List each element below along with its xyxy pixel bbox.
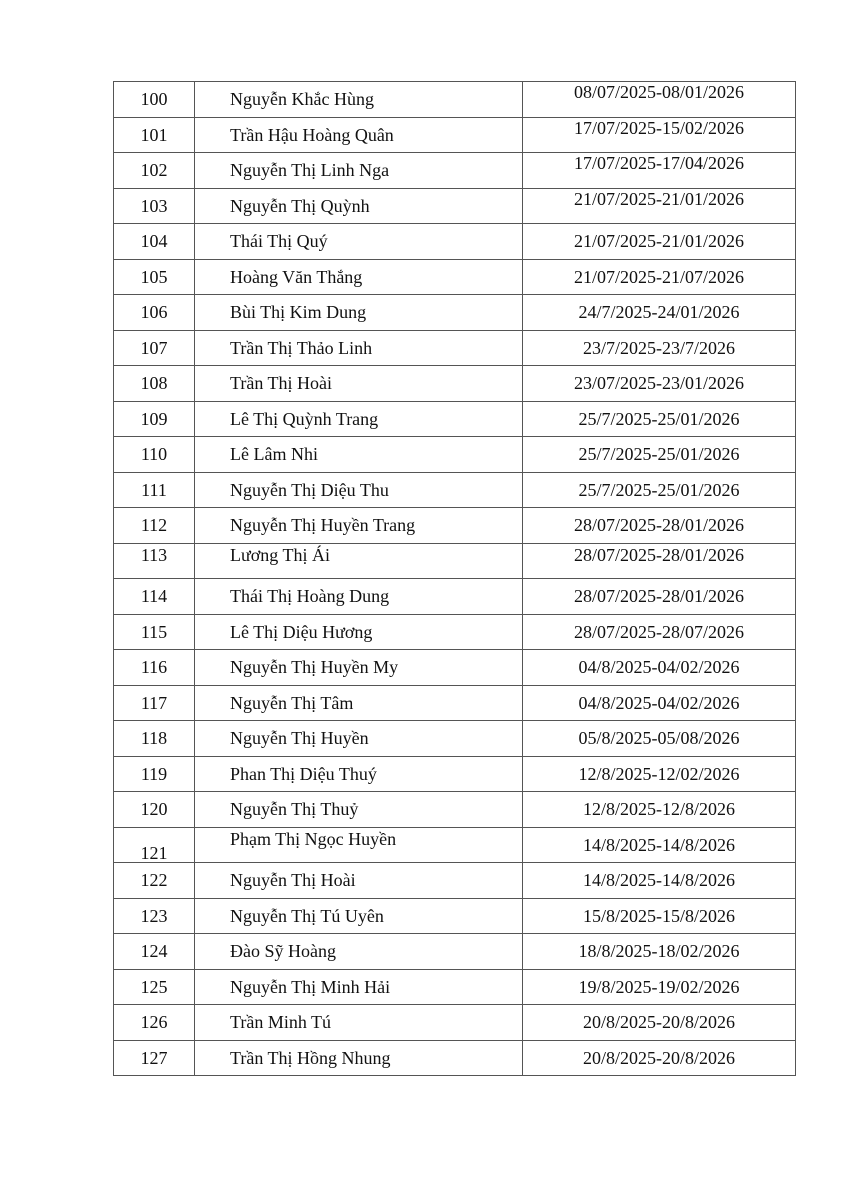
table-row [114,82,796,118]
row-period: 14/8/2025-14/8/2026 [583,834,735,855]
row-name-cell [195,863,523,899]
row-number: 120 [140,799,168,820]
row-number-cell [114,969,195,1005]
row-name-cell [195,437,523,473]
row-name-cell [195,1040,523,1076]
row-period-cell [523,650,796,686]
row-period: 25/7/2025-25/01/2026 [578,479,740,500]
row-name: Thái Thị Quý [230,231,328,252]
row-name-cell [195,188,523,224]
row-number-cell [114,756,195,792]
row-name-cell [195,117,523,153]
row-name-cell [195,934,523,970]
row-number-cell [114,153,195,189]
row-number-cell [114,685,195,721]
table-row [114,934,796,970]
row-number-cell [114,117,195,153]
row-period-cell [523,827,796,863]
row-number-cell [114,898,195,934]
table-row [114,650,796,686]
row-number-cell [114,792,195,828]
row-number: 123 [140,905,168,926]
row-number: 111 [141,479,167,500]
row-number-cell [114,579,195,615]
row-name: Trần Minh Tú [230,1012,332,1033]
table-row [114,437,796,473]
row-number: 117 [140,692,168,713]
row-name: Nguyễn Thị Hoài [230,870,356,891]
row-name: Nguyễn Thị Huyền My [230,657,399,678]
row-name-cell [195,827,523,863]
row-number: 107 [140,337,168,358]
row-period-cell [523,543,796,579]
row-period-cell [523,685,796,721]
row-name: Nguyễn Thị Minh Hải [230,976,391,997]
row-name: Đào Sỹ Hoàng [230,941,336,962]
row-name: Bùi Thị Kim Dung [230,302,367,323]
row-period: 23/7/2025-23/7/2026 [583,337,735,358]
row-period-cell [523,969,796,1005]
row-period: 15/8/2025-15/8/2026 [583,905,735,926]
table-row [114,792,796,828]
row-period-cell [523,153,796,189]
row-period: 28/07/2025-28/01/2026 [574,586,744,607]
roster-body [114,82,796,1076]
row-name-cell [195,898,523,934]
row-name: Nguyễn Thị Linh Nga [230,160,390,181]
row-number: 109 [140,408,168,429]
row-number-cell [114,827,195,863]
row-name: Nguyễn Khắc Hùng [230,89,374,110]
row-number-cell [114,1005,195,1041]
row-period-cell [523,330,796,366]
row-period-cell [523,898,796,934]
row-period: 12/8/2025-12/8/2026 [583,799,735,820]
row-period: 18/8/2025-18/02/2026 [578,941,740,962]
row-name-cell [195,508,523,544]
row-period-cell [523,1005,796,1041]
row-period: 21/07/2025-21/07/2026 [574,266,744,287]
row-number: 119 [140,763,168,784]
row-period-cell [523,756,796,792]
row-name-cell [195,650,523,686]
row-name: Nguyễn Thị Huyền Trang [230,515,416,536]
row-number-cell [114,330,195,366]
row-number: 105 [140,266,168,287]
row-period-cell [523,721,796,757]
row-number: 110 [140,444,168,465]
row-period-cell [523,188,796,224]
row-name: Nguyễn Thị Tâm [230,692,354,713]
table-row [114,1005,796,1041]
row-name-cell [195,224,523,260]
row-name: Lương Thị Ái [230,544,330,565]
row-name-cell [195,756,523,792]
row-name-cell [195,685,523,721]
row-period-cell [523,934,796,970]
row-period: 25/7/2025-25/01/2026 [578,408,740,429]
row-number: 102 [140,160,168,181]
row-period: 08/07/2025-08/01/2026 [574,82,744,103]
table-row [114,259,796,295]
row-name-cell [195,1005,523,1041]
row-number: 104 [140,231,168,252]
row-number: 126 [140,1012,168,1033]
row-number: 112 [140,515,168,536]
row-name: Trần Thị Hoài [230,373,333,394]
row-number-cell [114,472,195,508]
row-period: 23/07/2025-23/01/2026 [574,373,744,394]
roster-table [113,81,796,1076]
row-number-cell [114,188,195,224]
row-number: 116 [140,657,168,678]
row-name: Lê Lâm Nhi [230,444,318,465]
row-period: 04/8/2025-04/02/2026 [578,692,740,713]
row-name-cell [195,259,523,295]
table-row [114,1040,796,1076]
row-period-cell [523,508,796,544]
table-row [114,579,796,615]
row-number: 122 [140,870,168,891]
table-row [114,721,796,757]
row-period: 05/8/2025-05/08/2026 [578,728,740,749]
row-number-cell [114,366,195,402]
row-name: Nguyễn Thị Thuỷ [230,799,359,820]
row-period-cell [523,82,796,118]
row-name-cell [195,792,523,828]
row-number: 118 [140,728,168,749]
row-name-cell [195,579,523,615]
row-number-cell [114,508,195,544]
row-period-cell [523,295,796,331]
row-period: 17/07/2025-17/04/2026 [574,153,744,174]
row-name-cell [195,330,523,366]
row-period: 21/07/2025-21/01/2026 [574,188,744,209]
row-period-cell [523,366,796,402]
row-number: 121 [140,842,168,863]
table-row [114,756,796,792]
row-number: 101 [140,124,168,145]
row-period-cell [523,579,796,615]
row-name-cell [195,721,523,757]
row-period: 20/8/2025-20/8/2026 [583,1047,735,1068]
row-number-cell [114,650,195,686]
row-period-cell [523,472,796,508]
row-name-cell [195,401,523,437]
table-row [114,401,796,437]
row-name-cell [195,153,523,189]
row-period: 17/07/2025-15/02/2026 [574,117,744,138]
row-name: Nguyễn Thị Diệu Thu [230,479,389,500]
row-number-cell [114,295,195,331]
row-period-cell [523,437,796,473]
row-period-cell [523,117,796,153]
row-period: 20/8/2025-20/8/2026 [583,1012,735,1033]
row-number-cell [114,721,195,757]
table-row [114,614,796,650]
row-period: 28/07/2025-28/07/2026 [574,621,744,642]
row-period: 28/07/2025-28/01/2026 [574,515,744,536]
row-name-cell [195,366,523,402]
row-number-cell [114,934,195,970]
row-period-cell [523,1040,796,1076]
row-period: 19/8/2025-19/02/2026 [578,976,740,997]
row-name: Nguyễn Thị Tú Uyên [230,905,384,926]
row-number-cell [114,543,195,579]
row-number: 103 [140,195,168,216]
row-period-cell [523,224,796,260]
row-number-cell [114,82,195,118]
row-period-cell [523,401,796,437]
row-name: Trần Thị Thảo Linh [230,337,373,358]
row-number-cell [114,401,195,437]
row-name-cell [195,543,523,579]
row-period-cell [523,259,796,295]
row-name: Thái Thị Hoàng Dung [230,586,390,607]
row-period-cell [523,614,796,650]
row-number-cell [114,1040,195,1076]
row-name-cell [195,82,523,118]
row-name: Lê Thị Quỳnh Trang [230,408,379,429]
row-number: 108 [140,373,168,394]
row-period: 24/7/2025-24/01/2026 [578,302,740,323]
row-number: 106 [140,302,168,323]
row-name: Nguyễn Thị Quỳnh [230,195,370,216]
row-period-cell [523,792,796,828]
table-row [114,188,796,224]
row-number-cell [114,259,195,295]
row-name-cell [195,472,523,508]
table-row [114,863,796,899]
row-period: 25/7/2025-25/01/2026 [578,444,740,465]
row-name: Trần Thị Hồng Nhung [230,1047,391,1068]
row-number-cell [114,437,195,473]
row-name-cell [195,614,523,650]
row-name: Phạm Thị Ngọc Huyền [230,828,397,849]
row-number: 124 [140,941,168,962]
row-period: 14/8/2025-14/8/2026 [583,870,735,891]
row-period: 28/07/2025-28/01/2026 [574,544,744,565]
table-row [114,543,796,579]
row-number-cell [114,863,195,899]
table-row [114,117,796,153]
table-row [114,969,796,1005]
row-number-cell [114,614,195,650]
table-row [114,508,796,544]
row-number: 115 [140,621,168,642]
row-name: Hoàng Văn Thắng [230,266,363,287]
table-row [114,330,796,366]
table-row [114,898,796,934]
table-row [114,827,796,863]
row-number: 100 [140,89,168,110]
row-number: 114 [140,586,168,607]
table-row [114,224,796,260]
row-name-cell [195,969,523,1005]
row-period: 12/8/2025-12/02/2026 [578,763,740,784]
row-name: Lê Thị Diệu Hương [230,621,373,642]
table-row [114,153,796,189]
row-number: 113 [140,544,168,565]
row-name: Trần Hậu Hoàng Quân [230,124,394,145]
table-row [114,295,796,331]
row-number-cell [114,224,195,260]
row-name: Phan Thị Diệu Thuý [230,763,377,784]
row-period-cell [523,863,796,899]
row-period: 21/07/2025-21/01/2026 [574,231,744,252]
row-number: 125 [140,976,168,997]
table-row [114,366,796,402]
table-row [114,472,796,508]
table-row [114,685,796,721]
row-period: 04/8/2025-04/02/2026 [578,657,740,678]
row-name-cell [195,295,523,331]
row-number: 127 [140,1047,168,1068]
row-name: Nguyễn Thị Huyền [230,728,369,749]
